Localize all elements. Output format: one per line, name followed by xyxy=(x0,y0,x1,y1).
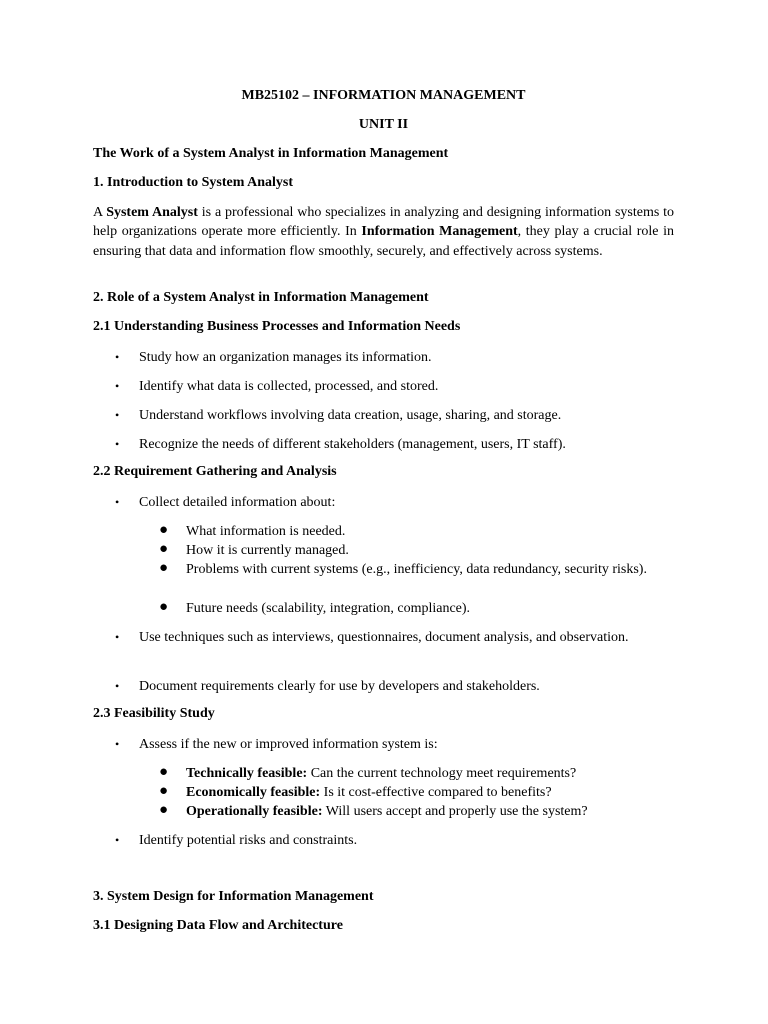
section-2-2-heading: 2.2 Requirement Gathering and Analysis xyxy=(93,464,337,479)
intro-paragraph xyxy=(93,203,674,261)
sub-list-item-text xyxy=(186,802,674,821)
course-title: MB25102 – INFORMATION MANAGEMENT xyxy=(241,88,526,103)
sub-list-item-text xyxy=(186,783,674,802)
feasibility-label: Operationally feasible: xyxy=(186,804,323,819)
feasibility-label: Economically feasible: xyxy=(186,785,321,800)
intro-text-c: is a professional who specializes in analyzing and designing information systems to help organizations operate more efficiently. In xyxy=(93,205,675,240)
list-item-text: Identify what data is collected, processed, and stored. xyxy=(139,379,439,394)
document-title: The Work of a System Analyst in Information Management xyxy=(93,146,449,161)
bullet-icon: • xyxy=(115,495,120,509)
section-3-heading: 3. System Design for Information Management xyxy=(93,889,374,904)
list-item-text: Document requirements clearly for use by developers and stakeholders. xyxy=(139,679,540,694)
section-2-1-heading: 2.1 Understanding Business Processes and Information Needs xyxy=(93,319,461,334)
bullet-icon: • xyxy=(115,408,120,422)
section-1-heading: 1. Introduction to System Analyst xyxy=(93,175,294,190)
intro-text-e: , they play a crucial role in ensuring that data and information flow smoothly, securely, and effectively across systems. xyxy=(93,224,674,259)
sub-list-item-text: What information is needed. xyxy=(186,524,346,539)
list-item-text: Use techniques such as interviews, questionnaires, document analysis, and observation. xyxy=(139,630,629,645)
sub-list-item-text: Problems with current systems (e.g., inefficiency, data redundancy, security risks). xyxy=(186,562,647,577)
bullet-icon: • xyxy=(115,679,120,693)
feasibility-text: Will users accept and properly use the system? xyxy=(322,804,588,819)
list-item-text: Understand workflows involving data creation, usage, sharing, and storage. xyxy=(139,408,562,423)
intro-text-a: A xyxy=(93,205,107,220)
bullet-icon: • xyxy=(115,737,120,751)
bullet-icon: • xyxy=(115,437,120,451)
section-3-1-heading: 3.1 Designing Data Flow and Architecture xyxy=(93,918,343,933)
solid-bullet-icon: ● xyxy=(159,764,169,780)
intro-term-system-analyst: System Analyst xyxy=(106,205,198,220)
section-2-heading: 2. Role of a System Analyst in Information Management xyxy=(93,290,429,305)
feasibility-text: Can the current technology meet requirements? xyxy=(307,766,577,781)
solid-bullet-icon: ● xyxy=(159,560,169,576)
solid-bullet-icon: ● xyxy=(159,599,169,615)
sub-list-item-text: How it is currently managed. xyxy=(186,543,349,558)
bullet-icon: • xyxy=(115,630,120,644)
bullet-icon: • xyxy=(115,350,120,364)
feasibility-text: Is it cost-effective compared to benefits? xyxy=(320,785,552,800)
sub-list-item-text xyxy=(186,764,674,783)
list-item-text: Assess if the new or improved information system is: xyxy=(139,737,438,752)
list-item-text: Collect detailed information about: xyxy=(139,495,336,510)
solid-bullet-icon: ● xyxy=(159,522,169,538)
bullet-icon: • xyxy=(115,379,120,393)
solid-bullet-icon: ● xyxy=(159,541,169,557)
list-item-text: Identify potential risks and constraints. xyxy=(139,833,358,848)
unit-title: UNIT II xyxy=(358,117,409,132)
sub-list-item-text: Future needs (scalability, integration, compliance). xyxy=(186,601,471,616)
section-2-3-heading: 2.3 Feasibility Study xyxy=(93,706,215,721)
list-item-text: Study how an organization manages its information. xyxy=(139,350,432,365)
solid-bullet-icon: ● xyxy=(159,783,169,799)
feasibility-label: Technically feasible: xyxy=(186,766,308,781)
solid-bullet-icon: ● xyxy=(159,802,169,818)
list-item-text: Recognize the needs of different stakeholders (management, users, IT staff). xyxy=(139,437,566,452)
intro-term-information-management: Information Management xyxy=(361,224,518,240)
bullet-icon: • xyxy=(115,833,120,847)
